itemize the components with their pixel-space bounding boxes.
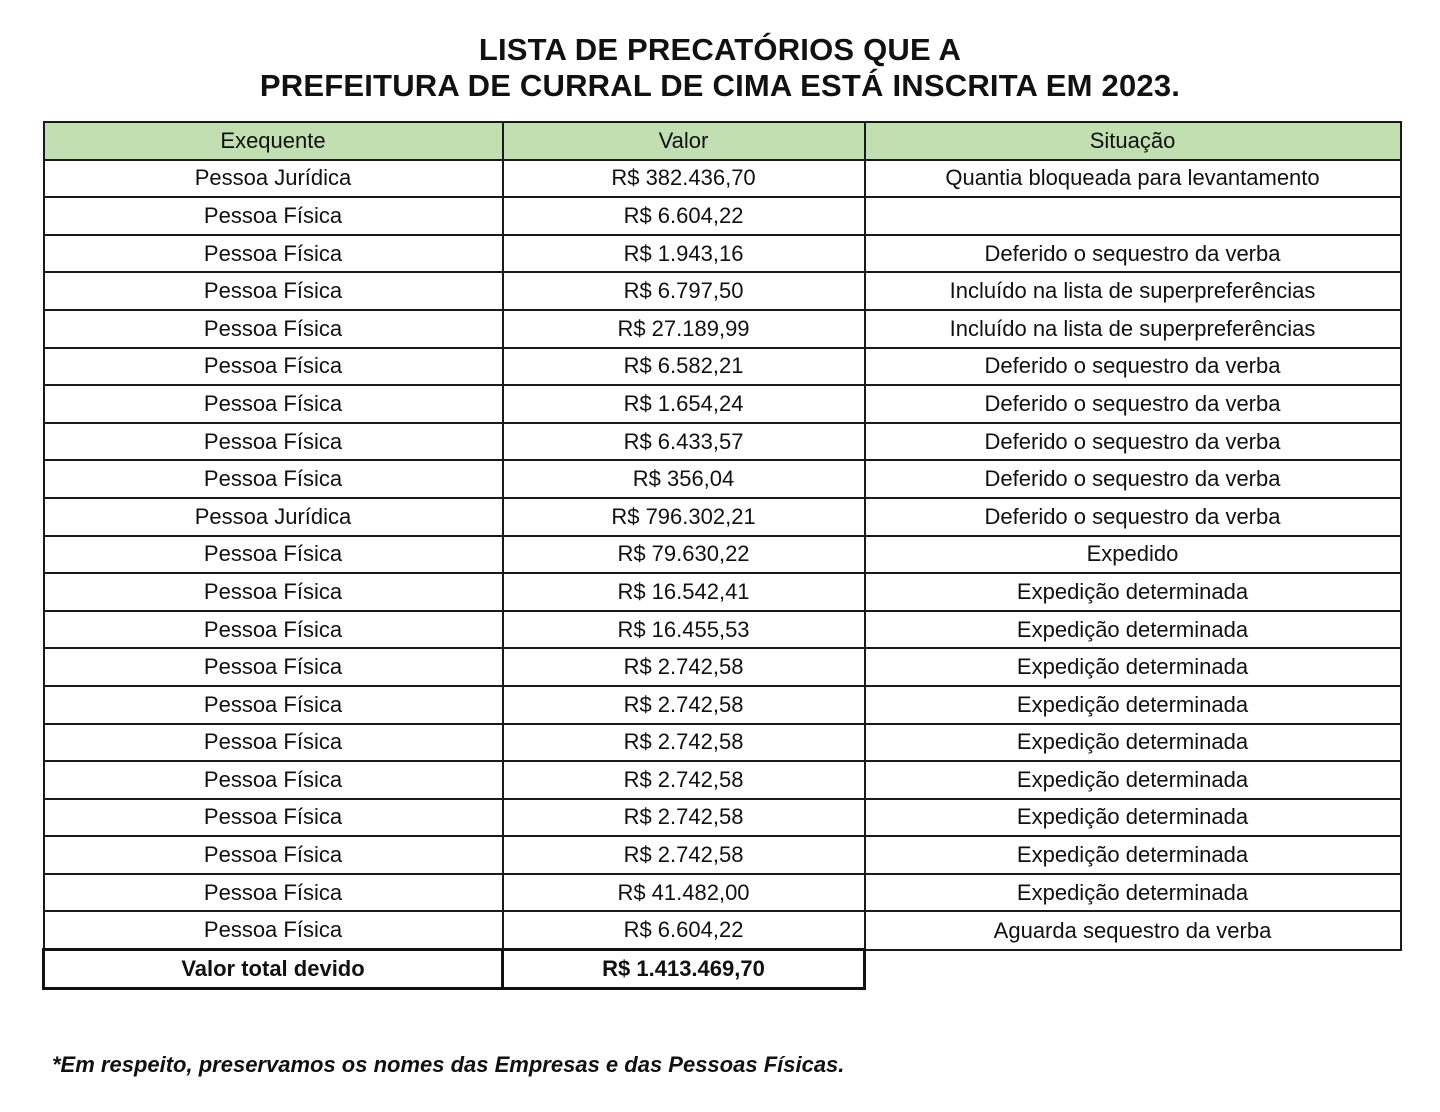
- cell-situacao: Aguarda sequestro da verba: [865, 911, 1401, 949]
- cell-situacao: Expedição determinada: [865, 611, 1401, 649]
- page-title: [0, 32, 1440, 104]
- cell-valor: R$ 2.742,58: [503, 836, 865, 874]
- cell-situacao: Deferido o sequestro da verba: [865, 498, 1401, 536]
- title-line-2: PREFEITURA DE CURRAL DE CIMA ESTÁ INSCRITA EM 2023.: [259, 68, 1181, 103]
- cell-valor: R$ 1.654,24: [503, 385, 865, 423]
- table-row: [44, 686, 1401, 724]
- cell-situacao: Expedição determinada: [865, 724, 1401, 762]
- cell-valor: R$ 6.604,22: [503, 197, 865, 235]
- cell-situacao: Expedição determinada: [865, 573, 1401, 611]
- cell-situacao: Incluído na lista de superpreferências: [865, 272, 1401, 310]
- cell-exequente: Pessoa Física: [44, 348, 503, 386]
- cell-valor: R$ 2.742,58: [503, 761, 865, 799]
- cell-exequente: Pessoa Física: [44, 536, 503, 574]
- header-exequente: Exequente: [44, 122, 503, 160]
- table-row: [44, 611, 1401, 649]
- table-row: [44, 874, 1401, 912]
- table-row: [44, 197, 1401, 235]
- cell-exequente: Pessoa Física: [44, 460, 503, 498]
- cell-exequente: Pessoa Física: [44, 197, 503, 235]
- cell-situacao: [865, 197, 1401, 235]
- cell-situacao: Deferido o sequestro da verba: [865, 235, 1401, 273]
- cell-exequente: Pessoa Física: [44, 686, 503, 724]
- cell-exequente: Pessoa Física: [44, 611, 503, 649]
- table-row: [44, 836, 1401, 874]
- cell-valor: R$ 79.630,22: [503, 536, 865, 574]
- table-footer: [44, 950, 1401, 989]
- cell-exequente: Pessoa Física: [44, 724, 503, 762]
- table-row: [44, 724, 1401, 762]
- cell-exequente: Pessoa Física: [44, 761, 503, 799]
- cell-exequente: Pessoa Física: [44, 799, 503, 837]
- cell-situacao: Expedição determinada: [865, 761, 1401, 799]
- table-body: [44, 160, 1401, 950]
- cell-situacao: Deferido o sequestro da verba: [865, 423, 1401, 461]
- table-row: [44, 799, 1401, 837]
- cell-valor: R$ 2.742,58: [503, 724, 865, 762]
- table-row: [44, 573, 1401, 611]
- table-row: [44, 385, 1401, 423]
- cell-exequente: Pessoa Física: [44, 235, 503, 273]
- cell-exequente: Pessoa Física: [44, 836, 503, 874]
- cell-situacao: Expedido: [865, 536, 1401, 574]
- cell-situacao: Expedição determinada: [865, 799, 1401, 837]
- cell-situacao: Deferido o sequestro da verba: [865, 385, 1401, 423]
- cell-valor: R$ 41.482,00: [503, 874, 865, 912]
- precatorios-table: [42, 121, 1402, 990]
- cell-situacao: Quantia bloqueada para levantamento: [865, 160, 1401, 198]
- table-row: [44, 348, 1401, 386]
- cell-exequente: Pessoa Física: [44, 423, 503, 461]
- cell-valor: R$ 382.436,70: [503, 160, 865, 198]
- table-row: [44, 310, 1401, 348]
- cell-valor: R$ 16.542,41: [503, 573, 865, 611]
- cell-situacao: Expedição determinada: [865, 874, 1401, 912]
- table-row: [44, 423, 1401, 461]
- table-row: [44, 235, 1401, 273]
- cell-situacao: Incluído na lista de superpreferências: [865, 310, 1401, 348]
- table-row: [44, 536, 1401, 574]
- total-empty-cell: [865, 950, 1401, 989]
- cell-valor: R$ 6.604,22: [503, 911, 865, 949]
- header-valor: Valor: [503, 122, 865, 160]
- cell-situacao: Expedição determinada: [865, 648, 1401, 686]
- cell-valor: R$ 1.943,16: [503, 235, 865, 273]
- table-row: [44, 160, 1401, 198]
- cell-situacao: Expedição determinada: [865, 836, 1401, 874]
- total-row: [44, 950, 1401, 989]
- cell-exequente: Pessoa Jurídica: [44, 498, 503, 536]
- table-row: [44, 460, 1401, 498]
- cell-valor: R$ 6.433,57: [503, 423, 865, 461]
- cell-situacao: Deferido o sequestro da verba: [865, 460, 1401, 498]
- cell-valor: R$ 356,04: [503, 460, 865, 498]
- table-row: [44, 272, 1401, 310]
- header-situacao: Situação: [865, 122, 1401, 160]
- table-header: [44, 122, 1401, 160]
- cell-exequente: Pessoa Física: [44, 385, 503, 423]
- header-row: [44, 122, 1401, 160]
- table-row: [44, 648, 1401, 686]
- title-line-1: LISTA DE PRECATÓRIOS QUE A: [478, 32, 962, 67]
- cell-exequente: Pessoa Física: [44, 911, 503, 949]
- total-label: Valor total devido: [44, 950, 503, 989]
- cell-exequente: Pessoa Física: [44, 648, 503, 686]
- total-value: R$ 1.413.469,70: [503, 950, 865, 989]
- cell-valor: R$ 2.742,58: [503, 648, 865, 686]
- cell-situacao: Deferido o sequestro da verba: [865, 348, 1401, 386]
- table-row: [44, 911, 1401, 949]
- cell-valor: R$ 2.742,58: [503, 799, 865, 837]
- cell-exequente: Pessoa Física: [44, 272, 503, 310]
- footnote: *Em respeito, preservamos os nomes das Empresas e das Pessoas Físicas.: [52, 1052, 845, 1077]
- cell-valor: R$ 796.302,21: [503, 498, 865, 536]
- table-row: [44, 498, 1401, 536]
- cell-situacao: Expedição determinada: [865, 686, 1401, 724]
- cell-valor: R$ 6.797,50: [503, 272, 865, 310]
- table-row: [44, 761, 1401, 799]
- cell-exequente: Pessoa Física: [44, 874, 503, 912]
- cell-exequente: Pessoa Física: [44, 310, 503, 348]
- cell-valor: R$ 6.582,21: [503, 348, 865, 386]
- cell-valor: R$ 27.189,99: [503, 310, 865, 348]
- cell-exequente: Pessoa Jurídica: [44, 160, 503, 198]
- cell-exequente: Pessoa Física: [44, 573, 503, 611]
- cell-valor: R$ 16.455,53: [503, 611, 865, 649]
- cell-valor: R$ 2.742,58: [503, 686, 865, 724]
